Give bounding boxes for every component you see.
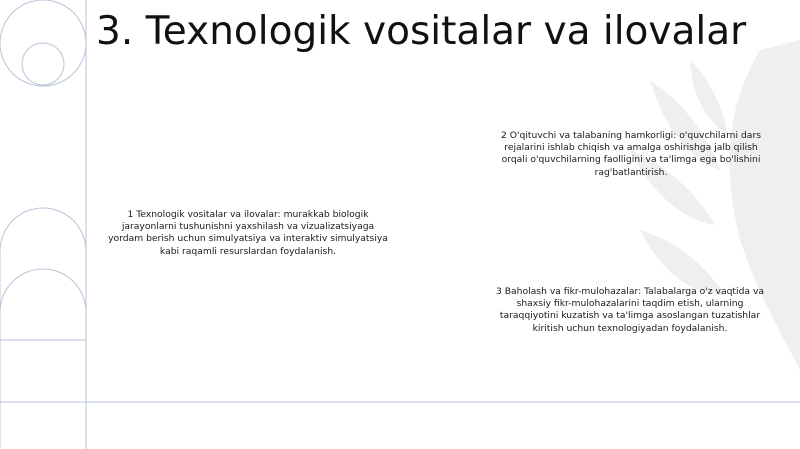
- point-2-teacher-student-collaboration: 2 O'qituvchi va talabaning hamkorligi: o'quvchilarni dars rejalarini ishlab chiqish va amalga oshirishga jalb qilish orqali o'quvchilarning faolligini va ta'limga ega bo'lishini rag'batlantirish.: [500, 130, 762, 178]
- slide-title: 3. Texnologik vositalar va ilovalar: [96, 9, 747, 54]
- lower-arch: [0, 269, 86, 312]
- point-3-assessment-feedback: 3 Baholash va fikr-mulohazalar: Talabalarga o'z vaqtida va shaxsiy fikr-mulohazalarini taqdim etish, ularning taraqqiyotini kuzatish va ta'limga asoslangan tuzatishlar kiritish uchun texnologiyadan foydalanish.: [495, 286, 765, 334]
- point-1-technology-tools: 1 Texnologik vositalar va ilovalar: murakkab biologik jarayonlarni tushunishni yaxshilash va vizualizatsiyaga yordam berish uchun simulyatsiya va interaktiv simulyatsiya kabi raqamli resurslardan foydalanish.: [108, 209, 388, 257]
- small-circle-outline: [22, 43, 64, 85]
- upper-arch: [0, 208, 86, 251]
